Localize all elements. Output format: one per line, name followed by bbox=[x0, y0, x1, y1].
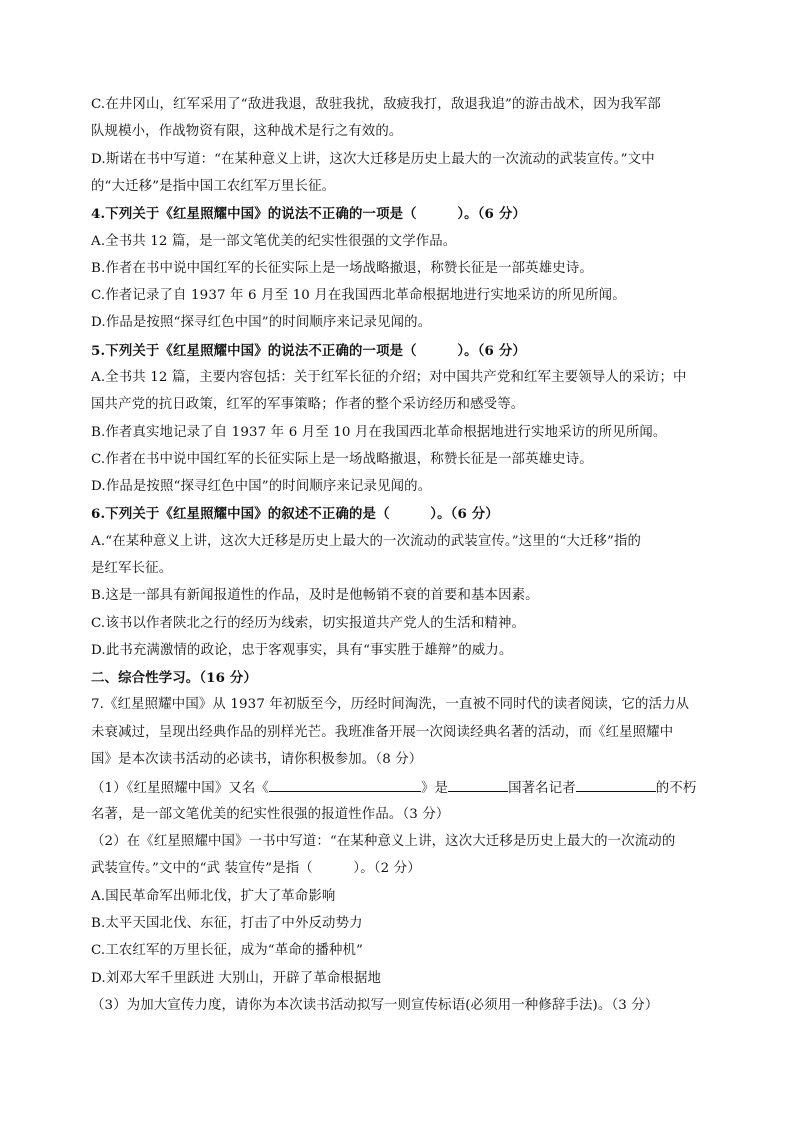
q5-option-c: C.作者在书中说中国红军的长征实际上是一场战略撤退，称赞长征是一部英雄史诗。 bbox=[91, 452, 593, 467]
q7-2-option-b: B.太平天国北伐、东征，打击了中外反动势力 bbox=[91, 916, 363, 931]
q7-2-option-d: D.刘邓大军千里跃进 大别山，开辟了革命根据地 bbox=[91, 971, 382, 986]
answer-blank-alt-title[interactable] bbox=[269, 777, 421, 792]
option-d-line-2: 的“大迁移”是指中国工农红军万里长征。 bbox=[91, 179, 336, 194]
section-2-heading: 二、综合性学习。（16 分） bbox=[91, 670, 257, 686]
q7-2-line-1: （2）在《红星照耀中国》一书中写道：“在某种意义上讲，这次大迁移是历史上最大的一次流动的 bbox=[91, 834, 676, 849]
answer-blank-reporter[interactable] bbox=[576, 777, 656, 792]
q7-2-option-a: A.国民革命军出师北伐，扩大了革命影响 bbox=[91, 889, 336, 904]
q7-intro-line-2: 未衰减过，呈现出经典作品的别样光芒。我班准备开展一次阅读经典名著的活动，而《红星照耀中 bbox=[91, 725, 674, 740]
q7-intro-line-3: 国》是本次读书活动的必读书，请你积极参加。（8 分） bbox=[91, 752, 423, 767]
q7-2-option-c: C.工农红军的万里长征，成为“革命的播种机” bbox=[91, 943, 364, 958]
q4-option-b: B.作者在书中说中国红军的长征实际上是一场战略撤退，称赞长征是一部英雄史诗。 bbox=[91, 261, 593, 276]
q6-option-b: B.这是一部具有新闻报道性的作品，及时是他畅销不衰的首要和基本因素。 bbox=[91, 588, 539, 603]
q7-intro-line-1: 7.《红星照耀中国》从 1937 年初版至今，历经时间淘洗，一直被不同时代的读者阅读，它的活力从 bbox=[91, 697, 690, 712]
q6-option-d: D.此书充满激情的政论，忠于客观事实，具有“事实胜于雄辩”的威力。 bbox=[91, 643, 513, 658]
option-c-line-2: 队规模小，作战物资有限，这种战术是行之有效的。 bbox=[91, 124, 403, 139]
q7-2-line-2: 武装宣传。”文中的“武 装宣传”是指（ ）。（2 分） bbox=[91, 861, 421, 876]
question-4-stem: 4.下列关于《红星照耀中国》的说法不正确的一项是（ ）。（6 分） bbox=[91, 206, 526, 222]
q7-1-text-b: 》是 bbox=[421, 781, 449, 796]
question-6-stem: 6.下列关于《红星照耀中国》的叙述不正确的是（ ）。（6 分） bbox=[91, 506, 499, 522]
q6-option-c: C.该书以作者陕北之行的经历为线索，切实报道共产党人的生活和精神。 bbox=[91, 616, 526, 631]
q5-option-d: D.作品是按照“探寻红色中国”的时间顺序来记录见闻的。 bbox=[91, 479, 432, 494]
option-c-line-1: C.在井冈山，红军采用了“敌进我退，敌驻我扰，敌疲我打，敌退我追”的游击战术，因为我军部 bbox=[91, 97, 661, 112]
option-d-line-1: D.斯诺在书中写道：“在某种意义上讲，这次大迁移是历史上最大的一次流动的武装宣传。”文中 bbox=[91, 152, 655, 167]
q7-3-prompt: （3）为加大宣传力度，请你为本次读书活动拟写一则宣传标语(必须用一种修辞手法)。（3 分） bbox=[91, 998, 659, 1013]
q7-1-text-d: 的不朽 bbox=[655, 781, 697, 796]
q7-1-text-a: （1）《红星照耀中国》又名《 bbox=[91, 781, 269, 796]
question-5-stem: 5.下列关于《红星照耀中国》的说法不正确的一项是（ ）。（6 分） bbox=[91, 343, 526, 359]
q6-option-a-line-2: 是红军长征。 bbox=[91, 561, 173, 576]
q4-option-c: C.作者记录了自 1937 年 6 月至 10 月在我国西北革命根据地进行实地采访的所见所闻。 bbox=[91, 288, 626, 303]
q7-1-line-1 bbox=[91, 777, 711, 799]
answer-blank-country[interactable] bbox=[448, 777, 508, 792]
q5-option-a-line-2: 国共产党的抗日政策，红军的军事策略；作者的整个采访经历和感受等。 bbox=[91, 397, 525, 412]
q7-1-text-c: 国著名记者 bbox=[508, 781, 576, 796]
q6-option-a-line-1: A.“在某种意义上讲，这次大迁移是历史上最大的一次流动的武装宣传。”这里的“大迁移”指的 bbox=[91, 534, 642, 549]
q4-option-a: A.全书共 12 篇，是一部文笔优美的纪实性很强的文学作品。 bbox=[91, 234, 457, 249]
q4-option-d: D.作品是按照“探寻红色中国”的时间顺序来记录见闻的。 bbox=[91, 315, 432, 330]
q5-option-b: B.作者真实地记录了自 1937 年 6 月至 10 月在我国西北革命根据地进行实地采访的所见所闻。 bbox=[91, 425, 667, 440]
q5-option-a-line-1: A.全书共 12 篇，主要内容包括：关于红军长征的介绍；对中国共产党和红军主要领导人的采访；中 bbox=[91, 370, 687, 385]
q7-1-line-2: 名著，是一部文笔优美的纪实性很强的报道性作品。（3 分） bbox=[91, 807, 450, 822]
